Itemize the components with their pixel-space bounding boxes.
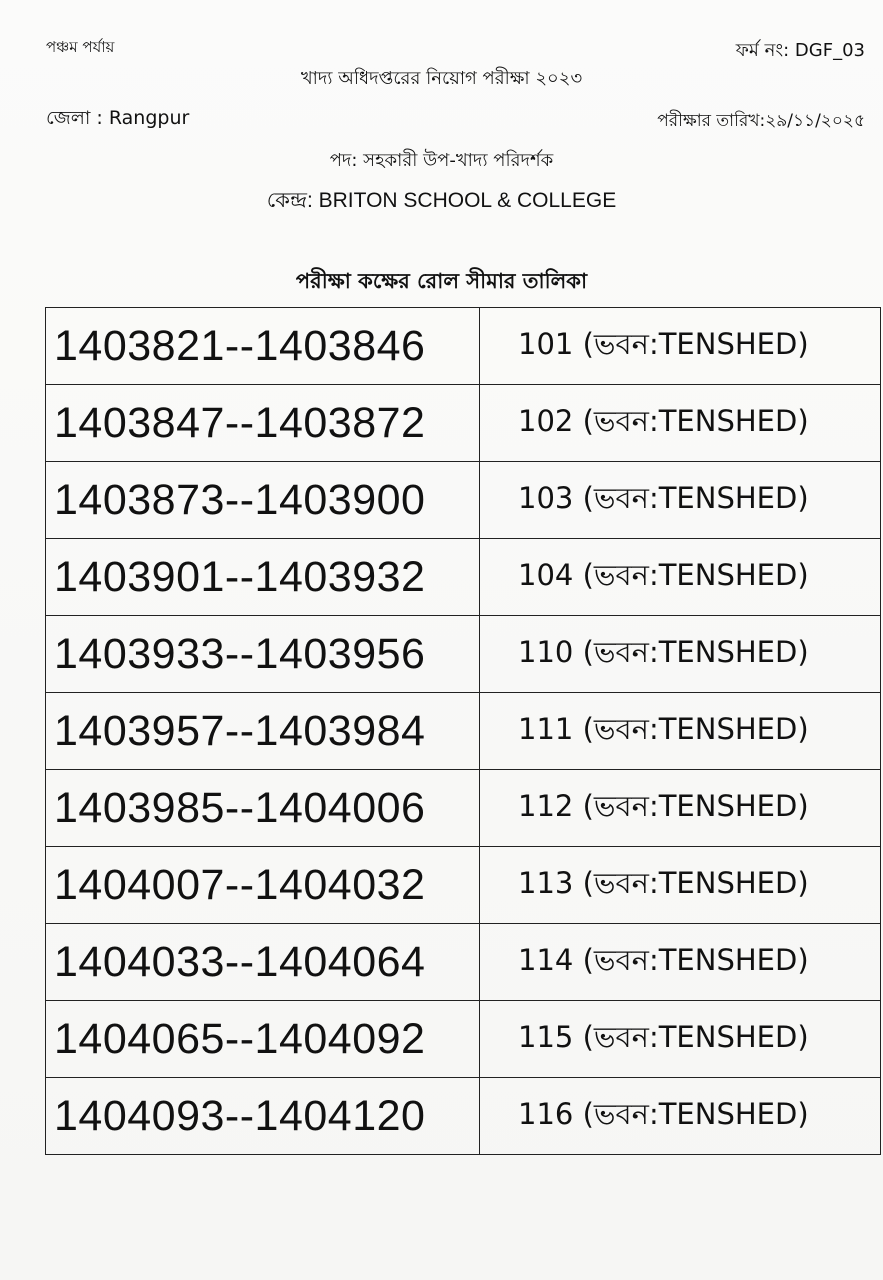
roll-range-cell: 1403985--1404006 bbox=[46, 770, 480, 847]
table-title: পরীক্ষা কক্ষের রোল সীমার তালিকা bbox=[295, 269, 588, 293]
roll-range-cell: 1403821--1403846 bbox=[46, 308, 480, 385]
room-cell: 110 (ভবন:TENSHED) bbox=[480, 616, 881, 693]
table-row bbox=[46, 847, 881, 924]
table-row bbox=[46, 539, 881, 616]
district-label: জেলা : Rangpur bbox=[46, 107, 190, 129]
room-cell: 115 (ভবন:TENSHED) bbox=[480, 1001, 881, 1078]
post-title: পদ: সহকারী উপ-খাদ্য পরিদর্শক bbox=[329, 150, 554, 171]
exam-title: খাদ্য অধিদপ্তরের নিয়োগ পরীক্ষা ২০২৩ bbox=[300, 68, 583, 89]
exam-date: পরীক্ষার তারিখ:২৯/১১/২০২৫ bbox=[657, 111, 865, 131]
table-row bbox=[46, 462, 881, 539]
roll-range-cell: 1404065--1404092 bbox=[46, 1001, 480, 1078]
exam-center: কেন্দ্র: BRITON SCHOOL & COLLEGE bbox=[266, 189, 617, 212]
phase-label: পঞ্চম পর্যায় bbox=[46, 38, 115, 56]
roll-range-cell: 1403873--1403900 bbox=[46, 462, 480, 539]
roll-range-cell: 1404093--1404120 bbox=[46, 1078, 480, 1155]
table-row bbox=[46, 770, 881, 847]
room-cell: 101 (ভবন:TENSHED) bbox=[480, 308, 881, 385]
room-cell: 104 (ভবন:TENSHED) bbox=[480, 539, 881, 616]
table-row bbox=[46, 616, 881, 693]
table-row bbox=[46, 308, 881, 385]
table-row bbox=[46, 924, 881, 1001]
roll-range-cell: 1403901--1403932 bbox=[46, 539, 480, 616]
roll-range-cell: 1403847--1403872 bbox=[46, 385, 480, 462]
table-row bbox=[46, 693, 881, 770]
room-cell: 103 (ভবন:TENSHED) bbox=[480, 462, 881, 539]
table-row bbox=[46, 1001, 881, 1078]
room-cell: 112 (ভবন:TENSHED) bbox=[480, 770, 881, 847]
roll-range-table bbox=[45, 307, 881, 1155]
table-row bbox=[46, 385, 881, 462]
roll-range-cell: 1403933--1403956 bbox=[46, 616, 480, 693]
table-row bbox=[46, 1078, 881, 1155]
room-cell: 114 (ভবন:TENSHED) bbox=[480, 924, 881, 1001]
form-number: ফর্ম নং: DGF_03 bbox=[735, 40, 865, 61]
room-cell: 111 (ভবন:TENSHED) bbox=[480, 693, 881, 770]
room-cell: 113 (ভবন:TENSHED) bbox=[480, 847, 881, 924]
room-cell: 116 (ভবন:TENSHED) bbox=[480, 1078, 881, 1155]
roll-range-cell: 1404007--1404032 bbox=[46, 847, 480, 924]
roll-range-cell: 1403957--1403984 bbox=[46, 693, 480, 770]
room-cell: 102 (ভবন:TENSHED) bbox=[480, 385, 881, 462]
roll-range-cell: 1404033--1404064 bbox=[46, 924, 480, 1001]
